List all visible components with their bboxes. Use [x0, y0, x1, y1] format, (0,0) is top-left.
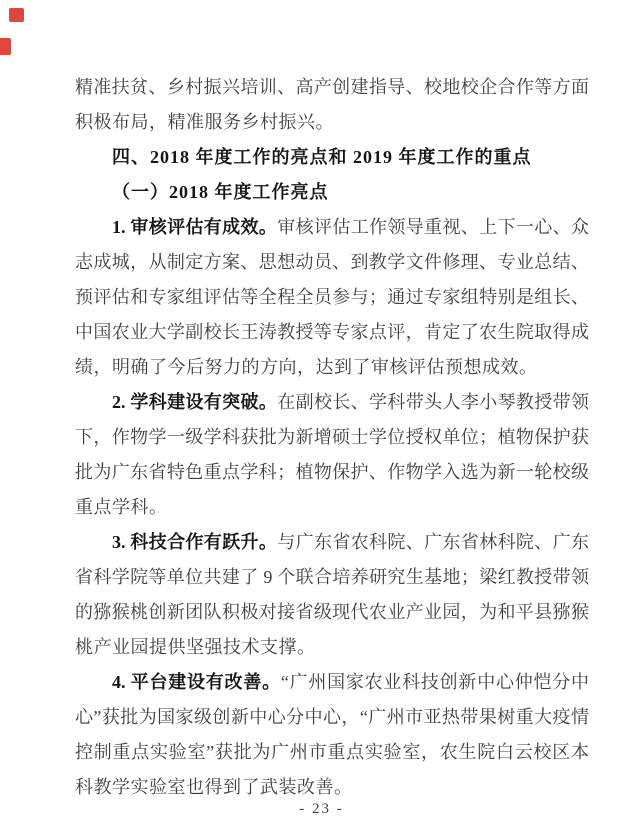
item-lead-text: 4. 平台建设有改善。: [112, 672, 281, 692]
item-lead-text: 3. 科技合作有跃升。: [112, 532, 278, 552]
paragraph-line: 重点学科。: [75, 497, 168, 517]
item-body-text: 与广东省农科院、广东省林科院、广东: [277, 532, 590, 552]
paragraph-line: 精准扶贫、乡村振兴培训、高产创建指导、校地校企合作等方面: [75, 77, 589, 97]
paragraph-line: 桃产业园提供坚强技术支撑。: [75, 637, 316, 657]
list-item-lead-line: [75, 385, 589, 420]
paragraph-line: 科教学实验室也得到了武装改善。: [75, 777, 353, 797]
paragraph-line: 下，作物学一级学科获批为新增硕士学位授权单位；植物保护获: [75, 427, 589, 447]
paragraph-line: 省科学院等单位共建了 9 个联合培养研究生基地；梁红教授带领: [75, 567, 589, 587]
paragraph-line: 绩，明确了今后努力的方向，达到了审核评估预想成效。: [75, 357, 538, 377]
paragraph-line: 的猕猴桃创新团队积极对接省级现代农业产业园，为和平县猕猴: [75, 602, 589, 622]
page-number: - 23 -: [299, 801, 344, 817]
paragraph-line: 中国农业大学副校长王涛教授等专家点评，肯定了农生院取得成: [75, 322, 589, 342]
item-body-text: 在副校长、学科带头人李小琴教授带领: [277, 392, 590, 412]
list-item-lead-line: [75, 525, 589, 560]
red-stamp-mark-2: [0, 38, 11, 55]
paragraph-line: 预评估和专家组评估等全程全员参与；通过专家组特别是组长、: [75, 287, 589, 307]
subsection-heading: （一）2018 年度工作亮点: [112, 182, 329, 202]
list-item-lead-line: [75, 665, 589, 700]
item-lead-text: 2. 学科建设有突破。: [112, 392, 278, 412]
item-lead-text: 1. 审核评估有成效。: [112, 217, 278, 237]
document-body: [75, 70, 589, 805]
paragraph-line: 控制重点实验室”获批为广州市重点实验室，农生院白云校区本: [75, 742, 589, 762]
section-heading: 四、2018 年度工作的亮点和 2019 年度工作的重点: [112, 147, 532, 167]
paragraph-line: 心”获批为国家级创新中心分中心，“广州市亚热带果树重大疫情: [75, 707, 589, 727]
red-stamp-mark-1: [9, 8, 24, 22]
paragraph-line: 积极布局，精准服务乡村振兴。: [75, 112, 334, 132]
list-item-lead-line: [75, 210, 589, 245]
paragraph-line: 志成城，从制定方案、思想动员、到教学文件修理、专业总结、: [75, 252, 589, 272]
item-body-text: “广州国家农业科技创新中心仲恺分中: [280, 672, 589, 692]
paragraph-line: 批为广东省特色重点学科；植物保护、作物学入选为新一轮校级: [75, 462, 589, 482]
item-body-text: 审核评估工作领导重视、上下一心、众: [277, 217, 590, 237]
